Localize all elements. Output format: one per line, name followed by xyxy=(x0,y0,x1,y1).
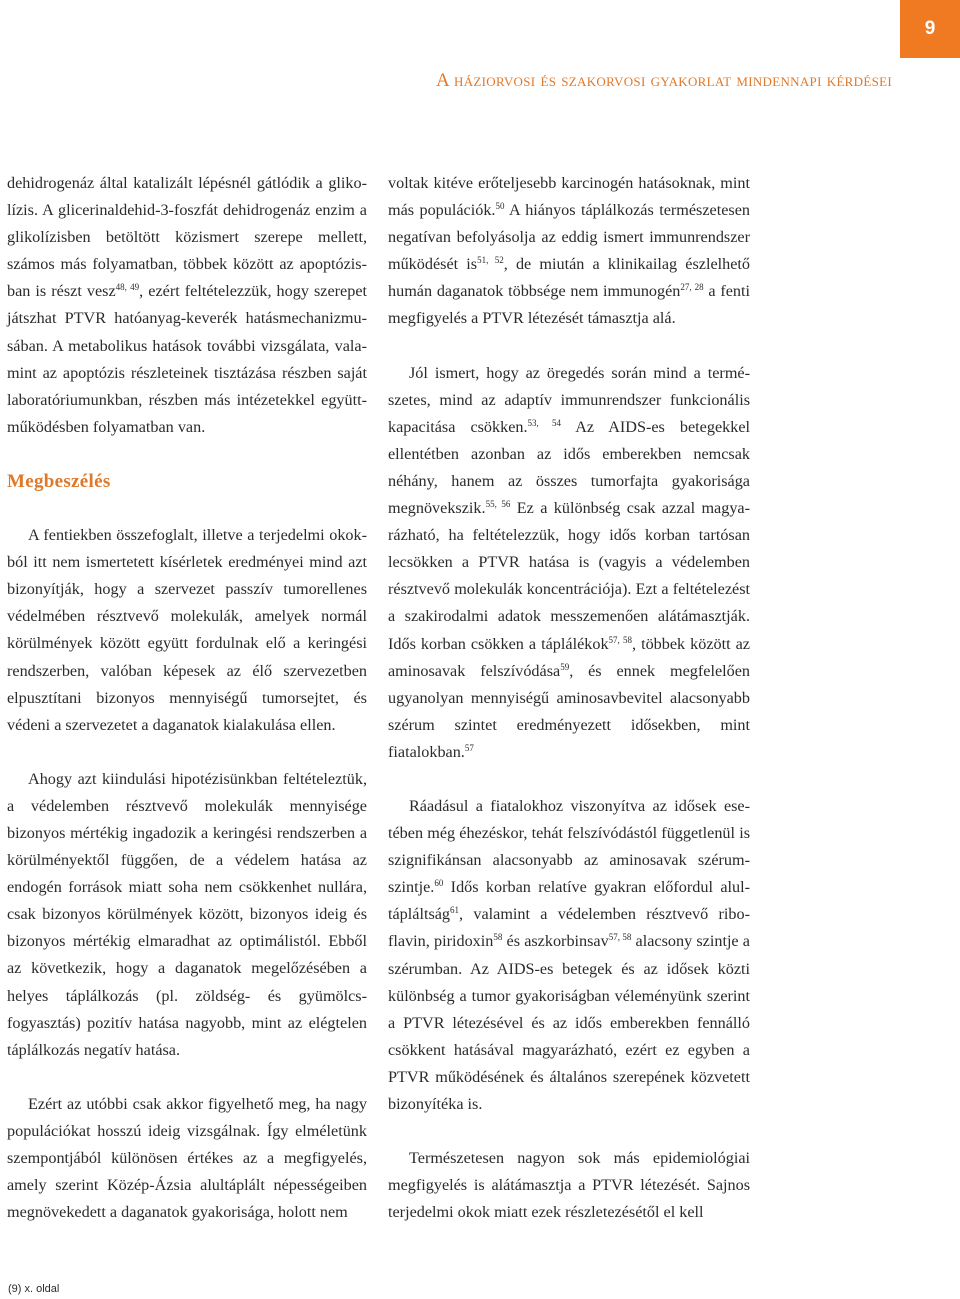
paragraph-carcinogen: voltak kitéve erőteljesebb karcinogén hatásoknak, mint más populációk.$^{50}$ A hiányos táplálkozás természetesen negatívan befolyásolja az eddig ismert immunrendszer működését is$^{51, 52}$, de miután a klinikailag észlelhető humán daganatok többsége nem immunogén$^{27, 28}$ a fenti megfigyelés a PTVR létezését támasztja alá. xyxy=(388,174,751,328)
paragraph-epidemiology: Természetesen nagyon sok más epidemiológiai megfigyelés is alátámasztja a PTVR létezését. Sajnos terjedelmi okok miatt ezek részletezésétől el kell xyxy=(388,1149,750,1222)
page-number-badge: 9 xyxy=(900,0,960,58)
left-column xyxy=(7,170,367,1253)
citation: 48, 49 xyxy=(115,282,140,293)
paragraph-hypothesis: Ahogy azt kiindulási hipotézisünkban feltételeztük, a védelemben résztvevő molekulák mennyisége bizonyos mértékig ingadozik a keringési rendszerben a körülményektől függően, de a védelem hatása az endogén források miatt soha nem csökkenhet nullára, csak bizonyos körülmények között, bizonyos ideig és bizonyos mértékig elmaradhat az optimálistól. Ebből az következik, hogy a daganatok megelőzésében a helyes táplálkozás (pl. zöldség- és gyümölcsfogyasztás) pozitív hatása nagyobb, mint az elégtelen táplálkozás negatív hatása. xyxy=(7,769,367,1059)
citation: 50 xyxy=(495,201,505,212)
paragraph-glycolysis: dehidrogenáz által katalizált lépésnél gátlódik a glikolízis. A glicerinaldehid-3-foszfát dehidrogenáz enzim a glikolízisben betöltött közismert szerepe mellett, számos más folyamatban, többek között az apoptózisban is részt vesz$^{48, 49}$, ezért feltételezzük, hogy szerepet játszhat PTVR hatóanyag-keverék hatásmechanizmusában. A metabolikus hatások további vizsgálata, valamint az apoptózis részleteinek tisztázása részben saját laboratóriumunkban, részben más intézetekkel együttműködésben folyamatban van. xyxy=(7,174,367,436)
citation: 51, 52 xyxy=(477,255,504,266)
section-heading-megbeszeles: Megbeszélés xyxy=(7,470,111,492)
citation: 27, 28 xyxy=(680,282,704,293)
citation: 55, 56 xyxy=(485,499,511,510)
paragraph-results: A fentiekben összefoglalt, illetve a terjedelmi okokból itt nem ismertetett kísérletek eredményei mind azt bizonyítják, hogy a szervezet passzív tumorellenes védelmében résztvevő molekulák, amelyek normál körülmények között együtt fordulnak elő a keringési rendszerben, valóban képesek az élő szervezetben elpusztítani bizonyos mennyiségű tumorsejtet, és védeni a szervezetet a daganatok kialakulása ellen. xyxy=(7,526,367,734)
citation: 61 xyxy=(450,905,460,916)
citation: 57, 58 xyxy=(608,932,632,943)
paragraph-amino-acids: Ráadásul a fiatalokhoz viszonyítva az idősek esetében még éhezéskor, tehát felszívódástól függetlenül is szignifikánsan alacsonyabb az aminosavak szérumszintje.$^{60}$ Idős korban relatíve gyakran előfordul alultápláltság$^{61}$, valamint a védelemben résztvevő riboflavin, piridoxin$^{58}$ és aszkorbinsav$^{57, 58}$ alacsony szintje a szérumban. Az AIDS-es betegek és az idősek közti különbség a tumor gyakoriságban véleményünk szerint a PTVR létezésével és az idős emberekben fennálló csökkent hatásával magyarázható, ezért ez egyben a PTVR működésének és általános szerepének közvetett bizonyítéka is. xyxy=(388,796,750,1113)
citation: 60 xyxy=(434,878,444,889)
right-column xyxy=(388,170,750,1253)
citation: 57 xyxy=(464,742,474,753)
citation: 58 xyxy=(493,932,503,943)
paragraph-observation: Ezért az utóbbi csak akkor figyelhető meg, ha nagy populációkat hosszú ideig vizsgálnak. Így elméletünk szempontjából különösen értékes az a megfigyelés, amely szerint Közép-Ázsia alultáplált népességeiben megnövekedett a daganatok gyakorisága, holott nem xyxy=(7,1094,367,1222)
citation: 59 xyxy=(560,661,570,672)
running-header: A háziorvosi és szakorvosi gyakorlat mindennapi kérdései xyxy=(435,70,892,91)
citation: 53, 54 xyxy=(527,417,562,428)
page-footer: (9) x. oldal xyxy=(8,1283,60,1295)
citation: 57, 58 xyxy=(608,634,633,645)
paragraph-aging: Jól ismert, hogy az öregedés során mind a természetes, mind az adaptív immunrendszer funkcionális kapacitása csökken.$^{53, 54}$ Az AIDS-es betegekkel ellentétben azonban az idős emberekben nemcsak néhány, hanem az összes tumorfajta gyakorisága megnövekszik.$^{55, 56}$ Ez a különbség csak azzal magyarázható, ha feltételezzük, hogy idős korban tartósan lecsökken a PTVR hatása is (vagyis a védelemben résztvevő molekulák koncentrációja). Ezt a feltételezést a szakirodalmi adatok messzemenően alátámasztják. Idős korban csökken a táplálékok$^{57, 58}$, többek között az aminosavak felszívódása$^{59}$, és ennek megfelelően ugyanolyan mennyiségű aminosavbevitel alacsonyabb szérum szintet eredményezett idősekben, mint fiatalokban.$^{57}$ xyxy=(388,363,751,761)
